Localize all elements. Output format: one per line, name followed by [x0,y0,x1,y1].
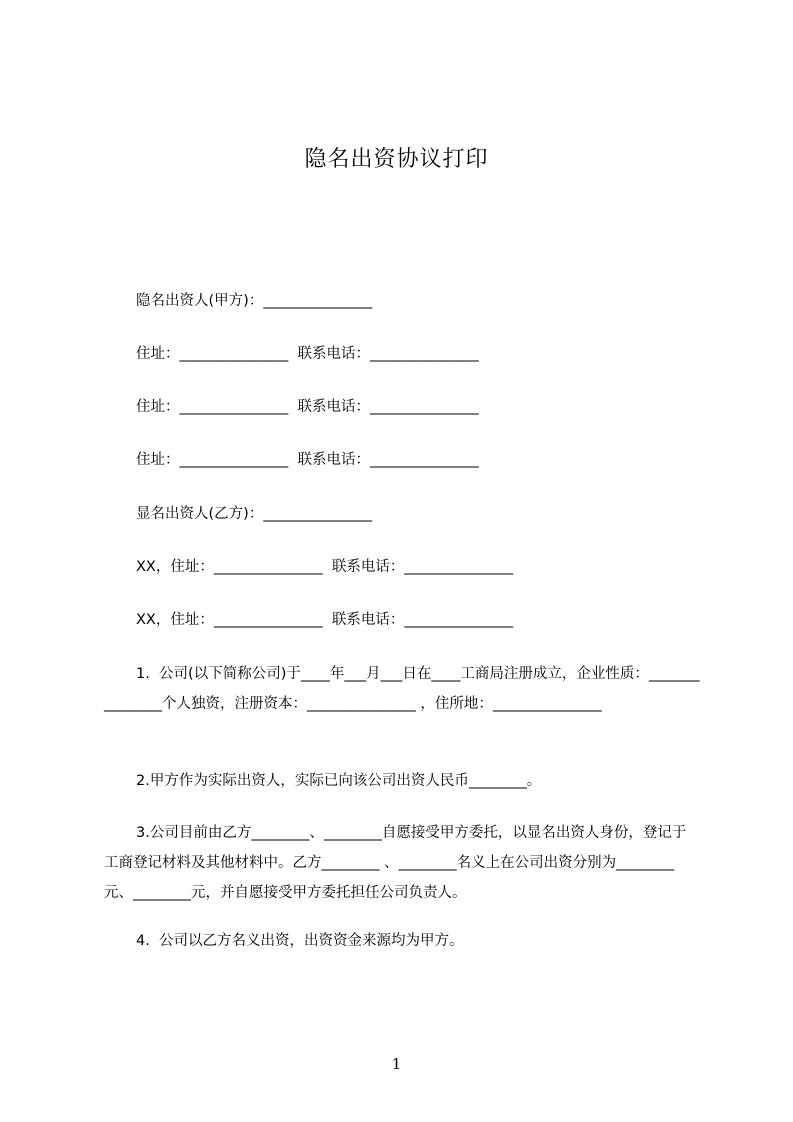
field-hidden-investor: 隐名出资人(甲方)：_______________ [136,293,373,309]
field-address-phone-3: 住址：_______________ 联系电话：_______________ [136,452,479,468]
clause-1 [104,659,700,719]
clause-3-text: 3.公司目前由乙方________、________自愿接受甲方委托，以显名出资人身份，登记于工商登记材料及其他材料中。乙方________ 、________名义上在公司出资分别为________元、________元，并自愿接受甲方委托担任公司负责人。 [104,825,687,901]
clause-2-text: 2.甲方作为实际出资人，实际已向该公司出资人民币________。 [136,773,542,789]
field-address-phone-2: 住址：_______________ 联系电话：_______________ [136,399,479,415]
clause-4 [104,926,700,956]
field-xx-address-phone-1: XX，住址：_______________ 联系电话：_______________ [136,559,514,575]
page-title: 隐名出资协议打印 [304,147,489,172]
field-address-phone-1: 住址：_______________ 联系电话：_______________ [136,346,479,362]
clause-4-text: 4. 公司以乙方名义出资，出资资金来源均为甲方。 [136,933,464,949]
clause-2 [104,766,700,796]
page-number: 1 [391,1055,402,1073]
field-xx-address-phone-2: XX，住址：_______________ 联系电话：_______________ [136,612,514,628]
clause-1-text: 1. 公司(以下简称公司)于____年___月___日在____工商局注册成立，企业性质：_______________个人独资，注册资本：_______________ ，住所地：_______________ [104,666,700,712]
field-nominee-investor: 显名出资人(乙方)：_______________ [136,506,373,522]
clause-3 [104,818,700,908]
